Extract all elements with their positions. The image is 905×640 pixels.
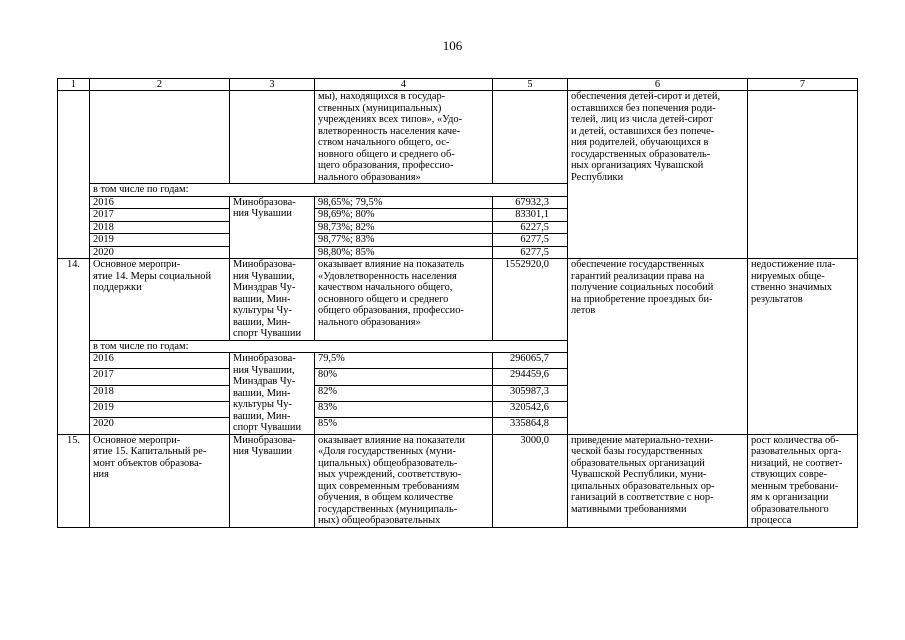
year-cell: 2016 bbox=[90, 353, 230, 369]
row-number-cell: 15. bbox=[58, 434, 90, 527]
amount-value: 305987,3 bbox=[493, 385, 568, 401]
measure-row-14 bbox=[58, 259, 858, 341]
risk-text: недостижение пла- нируемых обще- ственно значимых результатов bbox=[748, 259, 858, 435]
risk-text: рост количества об- разовательных орга- низаций, не соответ- ствующих совре- менным требовани- ям к организации образовательного процесса bbox=[748, 434, 858, 527]
ministry-cell: Минобразова- ния Чувашии, Минздрав Чу- вашии, Мин- культуры Чу- вашии, Мин- спорт Чувашии bbox=[230, 259, 315, 341]
amount-value: 6227,5 bbox=[493, 221, 568, 234]
indicator-text: оказывает влияние на показатели «Доля государственных (муни- ципальных) общеобразователь- ных учреждений, соответствую- щих современным требованиям обучения, в общем количестве государственных (муниципаль- ных) общеобразовательных bbox=[315, 434, 493, 527]
year-cell: 2020 bbox=[90, 418, 230, 434]
indicator-value: 85% bbox=[315, 418, 493, 434]
year-cell: 2019 bbox=[90, 234, 230, 247]
amount-value: 335864,8 bbox=[493, 418, 568, 434]
indicator-value: 98,73%; 82% bbox=[315, 221, 493, 234]
measure-name-cell: Основное меропри- ятие 14. Меры социальной поддержки bbox=[90, 259, 230, 341]
continuation-row bbox=[58, 91, 858, 184]
year-cell: 2018 bbox=[90, 385, 230, 401]
amount-value: 67932,3 bbox=[493, 196, 568, 209]
ministry-cell bbox=[230, 91, 315, 184]
amount-value: 320542,6 bbox=[493, 401, 568, 417]
row-number-cell: 14. bbox=[58, 259, 90, 435]
amount-cell bbox=[493, 91, 568, 184]
amount-value: 6277,5 bbox=[493, 246, 568, 259]
column-number: 6 bbox=[568, 79, 748, 91]
year-cell: 2019 bbox=[90, 401, 230, 417]
page-number: 106 bbox=[442, 38, 463, 53]
amount-value: 83301,1 bbox=[493, 209, 568, 222]
amount-value: 296065,7 bbox=[493, 353, 568, 369]
amount-value: 294459,6 bbox=[493, 369, 568, 385]
amount-value: 1552920,0 bbox=[493, 259, 568, 341]
measure-name-cell: Основное меропри- ятие 15. Капитальный ре- монт объектов образова- ния bbox=[90, 434, 230, 527]
risk-cell bbox=[748, 91, 858, 259]
result-text: обеспечения детей-сирот и детей, оставшихся без попечения роди- телей, лиц из числа детей-сирот и детей, оставшихся без попече- ния родителей, обучающихся в государственных образователь- ных организациях Чувашской Республики bbox=[568, 91, 748, 259]
column-number: 1 bbox=[58, 79, 90, 91]
indicator-value: 98,65%; 79,5% bbox=[315, 196, 493, 209]
amount-value: 6277,5 bbox=[493, 234, 568, 247]
ministry-cell: Минобразова- ния Чувашии, Минздрав Чу- вашии, Мин- культуры Чу- вашии, Мин- спорт Чувашии bbox=[230, 353, 315, 435]
ministry-cell: Минобразова- ния Чувашии bbox=[230, 434, 315, 527]
column-number: 3 bbox=[230, 79, 315, 91]
row-number-cell bbox=[58, 91, 90, 259]
column-number-row bbox=[58, 79, 858, 91]
column-number: 7 bbox=[748, 79, 858, 91]
indicator-text: оказывает влияние на показатель «Удовлетворенность населения качеством начального общего, основного общего и среднего общего образования, профессио- нального образования» bbox=[315, 259, 493, 341]
indicator-value: 79,5% bbox=[315, 353, 493, 369]
program-measures-table bbox=[57, 78, 858, 528]
indicator-value: 98,77%; 83% bbox=[315, 234, 493, 247]
year-cell: 2017 bbox=[90, 209, 230, 222]
column-number: 5 bbox=[493, 79, 568, 91]
indicator-value: 83% bbox=[315, 401, 493, 417]
amount-value: 3000,0 bbox=[493, 434, 568, 527]
result-text: обеспечение государственных гарантий реализации права на получение социальных пособий на приобретение проездных би- летов bbox=[568, 259, 748, 435]
indicator-value: 98,80%; 85% bbox=[315, 246, 493, 259]
measure-name-cell bbox=[90, 91, 230, 184]
column-number: 4 bbox=[315, 79, 493, 91]
ministry-cell: Минобразова- ния Чувашии bbox=[230, 196, 315, 259]
indicator-value: 98,69%; 80% bbox=[315, 209, 493, 222]
result-text: приведение материально-техни- ческой базы государственных образовательных организаций Чувашской Республики, муни- ципальных образовательных ор- ганизаций в соответствие с нор- мативными требованиями bbox=[568, 434, 748, 527]
year-cell: 2016 bbox=[90, 196, 230, 209]
indicator-value: 80% bbox=[315, 369, 493, 385]
years-label: в том числе по годам: bbox=[90, 340, 568, 353]
indicator-text: мы), находящихся в государ- ственных (муниципальных) учреждениях всех типов», «Удо- влетворенность населения каче- ством начального общего, ос- новного общего и среднего об- щего образования, профессио- нального образования» bbox=[315, 91, 493, 184]
column-number: 2 bbox=[90, 79, 230, 91]
measure-row-15 bbox=[58, 434, 858, 527]
year-cell: 2020 bbox=[90, 246, 230, 259]
years-label: в том числе по годам: bbox=[90, 184, 568, 197]
year-cell: 2018 bbox=[90, 221, 230, 234]
year-cell: 2017 bbox=[90, 369, 230, 385]
indicator-value: 82% bbox=[315, 385, 493, 401]
